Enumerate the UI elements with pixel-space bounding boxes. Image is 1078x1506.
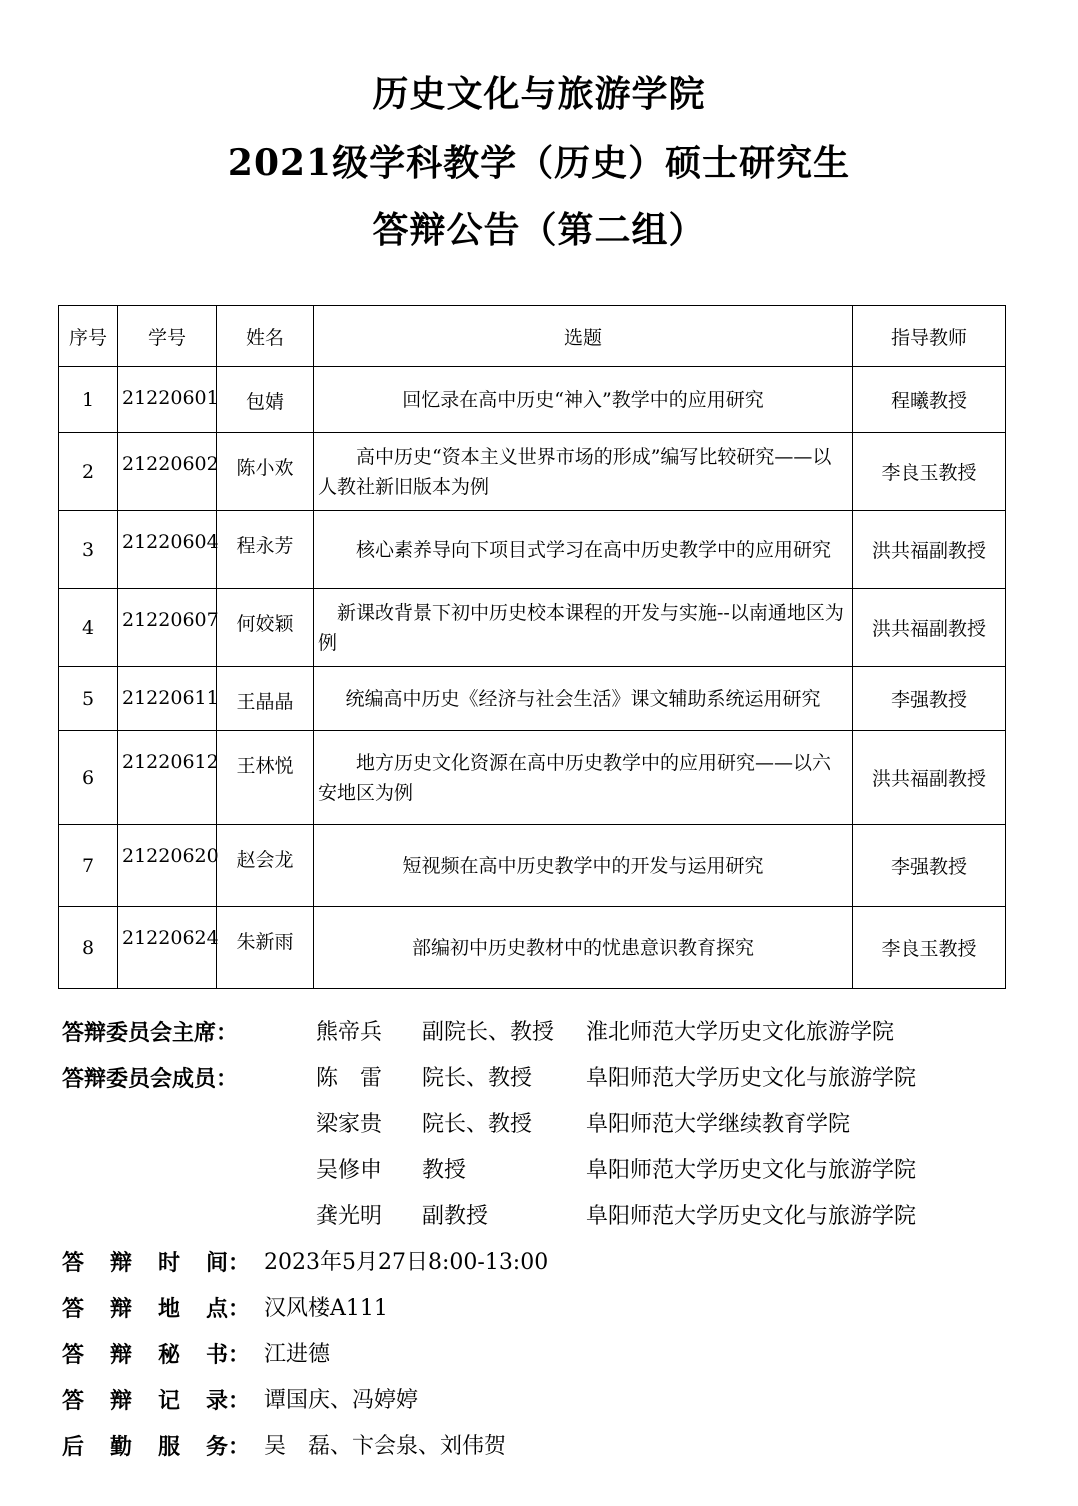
table-row (59, 667, 1006, 731)
student-name: 程永芳 (217, 511, 314, 589)
table-header-row (59, 306, 1006, 367)
member-name: 龚光明 (316, 1204, 383, 1229)
chair-org: 淮北师范大学历史文化旅游学院 (586, 1020, 895, 1045)
student-id: 21220612 (118, 731, 217, 825)
student-name: 陈小欢 (217, 433, 314, 511)
student-name: 赵会龙 (217, 825, 314, 907)
row-no: 4 (59, 589, 118, 667)
committee-members-label: 答辩委员会成员： (62, 1066, 239, 1092)
defense-location-label: 答 辩 地 点 (62, 1296, 228, 1322)
defense-location-value: 汉风楼A111 (264, 1296, 388, 1321)
thesis-topic: 短视频在高中历史教学中的开发与运用研究 (314, 825, 853, 907)
member-name: 吴修申 (316, 1158, 383, 1183)
student-id: 21220602 (118, 433, 217, 511)
advisor: 李强教授 (853, 825, 1006, 907)
advisor: 程曦教授 (853, 367, 1006, 433)
student-name: 何姣颖 (217, 589, 314, 667)
member-title: 院长、教授 (422, 1112, 533, 1137)
defense-recorder-line: 答 辩 记 录 ： 谭国庆、冯婷婷 (62, 1388, 419, 1414)
member-name: 陈 雷 (316, 1066, 383, 1091)
row-no: 5 (59, 667, 118, 731)
committee-chair-line (62, 1018, 1012, 1049)
row-no: 2 (59, 433, 118, 511)
defense-secretary-label: 答 辩 秘 书 (62, 1342, 228, 1368)
committee-member-line (62, 1064, 1012, 1095)
defense-time-line: 答 辩 时 间 ： 2023年5月27日8:00-13:00 (62, 1250, 549, 1276)
student-name: 包婧 (217, 367, 314, 433)
col-header-id: 学号 (118, 306, 217, 367)
student-name: 朱新雨 (217, 907, 314, 989)
advisor: 洪共福副教授 (853, 511, 1006, 589)
title-line-1: 历史文化与旅游学院 (372, 73, 706, 115)
student-id: 21220601 (118, 367, 217, 433)
student-id: 21220624 (118, 907, 217, 989)
title-line-2: 2021级学科教学（历史）硕士研究生 (227, 142, 851, 184)
table-row (59, 589, 1006, 667)
member-name: 梁家贵 (316, 1112, 383, 1137)
student-id: 21220620 (118, 825, 217, 907)
col-header-advisor: 指导教师 (853, 306, 1006, 367)
member-title: 院长、教授 (422, 1066, 533, 1091)
member-org: 阜阳师范大学历史文化与旅游学院 (586, 1066, 917, 1091)
col-header-name: 姓名 (217, 306, 314, 367)
col-header-topic: 选题 (314, 306, 853, 367)
row-no: 1 (59, 367, 118, 433)
defense-schedule-table (58, 305, 1006, 989)
row-no: 7 (59, 825, 118, 907)
member-org: 阜阳师范大学继续教育学院 (586, 1112, 851, 1137)
member-org: 阜阳师范大学历史文化与旅游学院 (586, 1204, 917, 1229)
advisor: 洪共福副教授 (853, 589, 1006, 667)
row-no: 3 (59, 511, 118, 589)
member-org: 阜阳师范大学历史文化与旅游学院 (586, 1158, 917, 1183)
defense-recorder-value: 谭国庆、冯婷婷 (264, 1388, 419, 1413)
member-title: 教授 (422, 1158, 467, 1183)
defense-time-label: 答 辩 时 间 (62, 1250, 228, 1276)
row-no: 8 (59, 907, 118, 989)
table-row (59, 825, 1006, 907)
defense-recorder-label: 答 辩 记 录 (62, 1388, 228, 1414)
logistics-line: 后 勤 服 务 ： 吴 磊、卞会泉、刘伟贺 (62, 1434, 507, 1460)
advisor: 洪共福副教授 (853, 731, 1006, 825)
student-id: 21220611 (118, 667, 217, 731)
student-name: 王林悦 (217, 731, 314, 825)
thesis-topic: 统编高中历史《经济与社会生活》课文辅助系统运用研究 (314, 667, 853, 731)
chair-title: 副院长、教授 (422, 1020, 555, 1045)
thesis-topic: 部编初中历史教材中的忧患意识教育探究 (314, 907, 853, 989)
table-row (59, 367, 1006, 433)
student-id: 21220607 (118, 589, 217, 667)
logistics-label: 后 勤 服 务 (62, 1434, 228, 1460)
advisor: 李良玉教授 (853, 907, 1006, 989)
title-line-3: 答辩公告（第二组） (372, 209, 706, 251)
chair-name: 熊帝兵 (316, 1020, 383, 1045)
thesis-topic: 回忆录在高中历史“神入”教学中的应用研究 (314, 367, 853, 433)
student-name: 王晶晶 (217, 667, 314, 731)
thesis-topic: 地方历史文化资源在高中历史教学中的应用研究——以六安地区为例 (314, 731, 853, 825)
thesis-topic: 新课改背景下初中历史校本课程的开发与实施--以南通地区为例 (314, 589, 853, 667)
thesis-topic: 高中历史“资本主义世界市场的形成”编写比较研究——以人教社新旧版本为例 (314, 433, 853, 511)
thesis-topic: 核心素养导向下项目式学习在高中历史教学中的应用研究 (314, 511, 853, 589)
advisor: 李强教授 (853, 667, 1006, 731)
member-title: 副教授 (422, 1204, 489, 1229)
col-header-no: 序号 (59, 306, 118, 367)
committee-chair-label: 答辩委员会主席： (62, 1020, 239, 1046)
table-row (59, 433, 1006, 511)
defense-secretary-line: 答 辩 秘 书 ： 江进德 (62, 1342, 331, 1368)
table-row (59, 511, 1006, 589)
table-row (59, 907, 1006, 989)
table-row (59, 731, 1006, 825)
logistics-value: 吴 磊、卞会泉、刘伟贺 (264, 1434, 507, 1459)
defense-time-value: 2023年5月27日8:00-13:00 (264, 1250, 549, 1275)
student-id: 21220604 (118, 511, 217, 589)
advisor: 李良玉教授 (853, 433, 1006, 511)
defense-secretary-value: 江进德 (264, 1342, 331, 1367)
row-no: 6 (59, 731, 118, 825)
defense-location-line: 答 辩 地 点 ： 汉风楼A111 (62, 1296, 388, 1322)
